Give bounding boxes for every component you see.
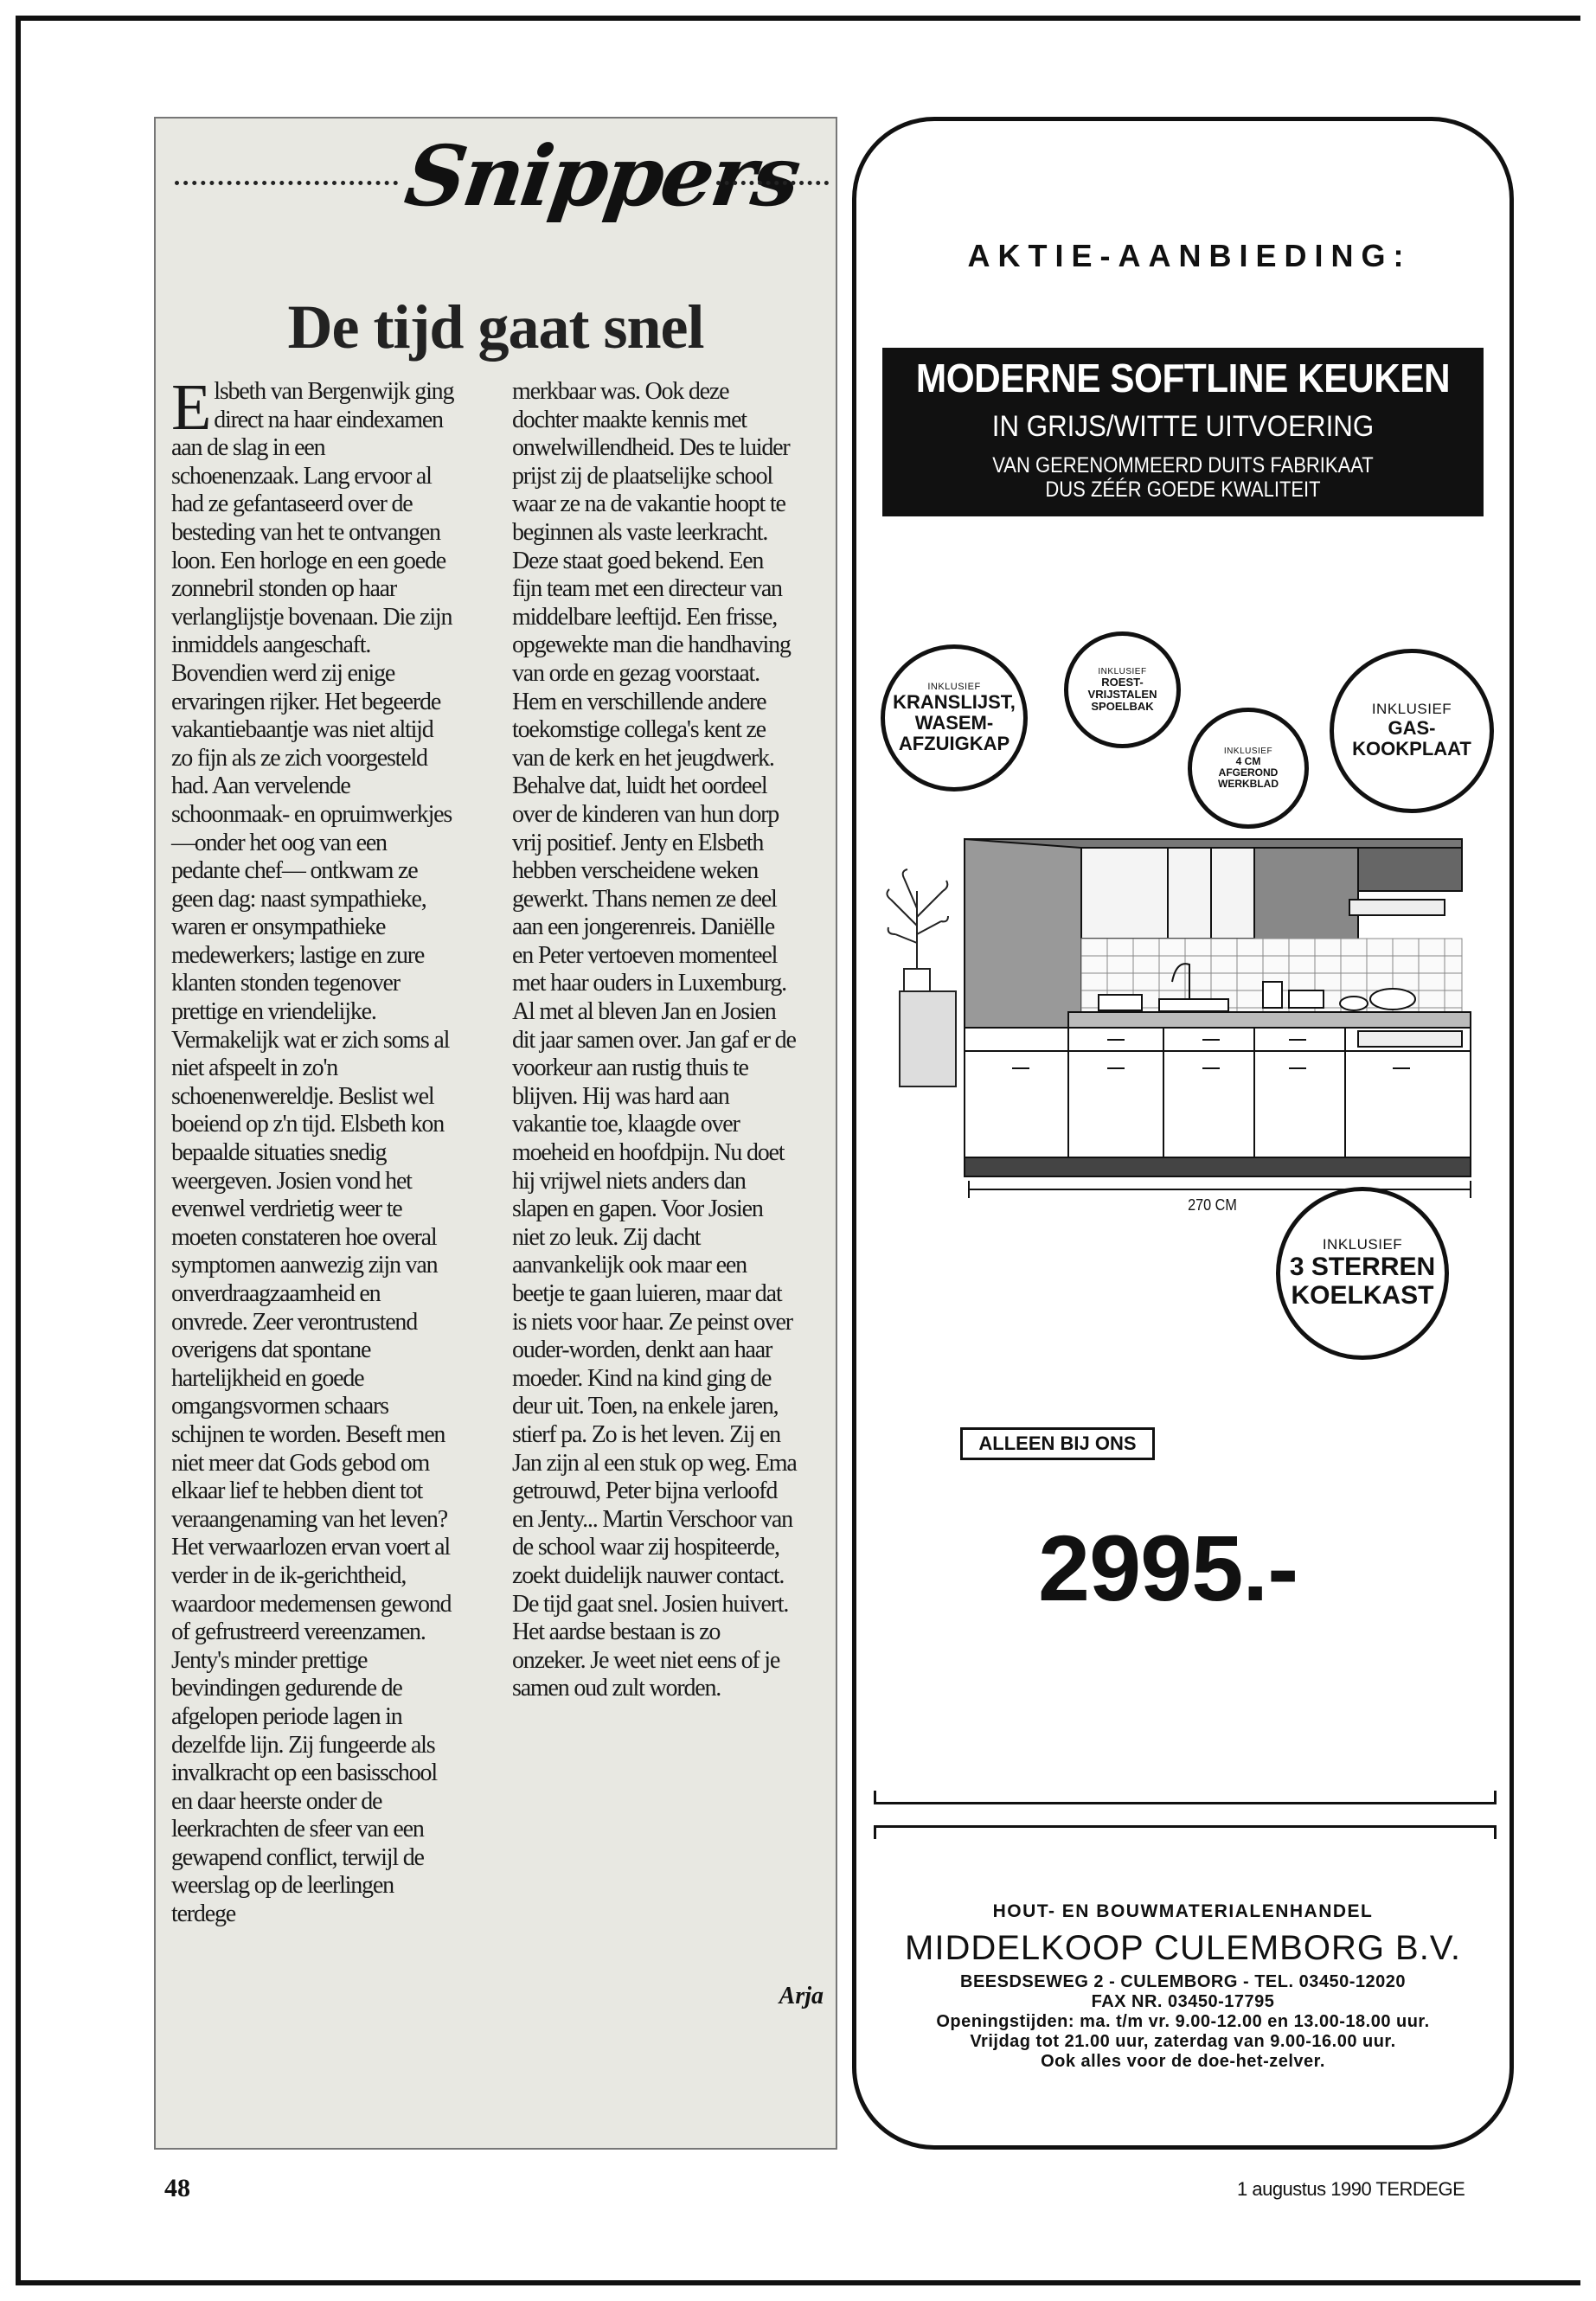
company-fax: FAX NR. 03450-17795: [1091, 1992, 1275, 2011]
page-number: 48: [164, 2174, 190, 2202]
badge-line: WERKBLAD: [1218, 778, 1279, 791]
snippers-column: [154, 117, 837, 2150]
badge-inc: INKLUSIEF: [1371, 701, 1452, 718]
article-column-2: [512, 378, 798, 1703]
plant-icon: [887, 869, 956, 1086]
article-text-1: lsbeth van Bergenwijk ging direct na haar eindexamen aan de slag in een schoenenzaak. Lang ervoor al had ze gefantaseerd over de besteding van het te ontvangen loon. Een horloge en een goede zonnebril stonden op haar verlanglijstje bovenaan. Die zijn inmiddels aangeschaft. Bovendien werd zij enige ervaringen rijker. Het begeerde vakantiebaantje was niet altijd zo fijn als ze zich voorgesteld had. Aan vervelende schoonmaak- en opruimwerkjes —onder het oog van een pedante chef— ontkwam ze geen dag: naast sympathieke, waren er onsympathieke medewerkers; lastige en zure klanten stonden tegenover prettige en vriendelijke. Vermakelijk wat er zich soms al niet afspeelt in zo'n schoenenwereldje. Beslist wel boeiend op z'n tijd. Elsbeth kon bepaalde situaties snedig weergeven. Josien vond het evenwel verdrietig weer te moeten constateren hoe overal symptomen aanwezig zijn van onverdraagzaamheid en onvrede. Zeer verontrustend overigens dat spontane hartelijkheid en goede omgangsvormen schaars schijnen te worden. Beseft men niet meer dat Gods gebod om elkaar lief te hebben dient tot veraangenaming van het leven? Het verwaarlozen ervan voert al verder in de ik-gerichtheid, waardoor medemensen gewond of gefrustreerd vereenzamen. Jenty's minder prettige bevindingen gedurende de afgelopen periode lagen in dezelfde lijn. Zij fungeerde als invalkracht op een basisschool en daar heerste onder de leerkrachten de sfeer van een gewapend conflict, terwijl de weerslag op de leerlingen terdege: [171, 378, 454, 1928]
page-border-bottom: [16, 2280, 1580, 2285]
dotted-rule-right: [716, 181, 829, 185]
company-details: [856, 1972, 1509, 2072]
snippers-logo: Snippers: [400, 127, 804, 225]
badge-werkblad: [1188, 708, 1309, 829]
badge-line: SPOELBAK: [1091, 700, 1154, 714]
article-text-2: merkbaar was. Ook deze dochter maakte kennis met onwelwillendheid. Des te luider prijst zij de plaatselijke school waar ze na de vakantie hoopt te beginnen als vaste leerkracht. Deze staat goed bekend. Een fijn team met een directeur van middelbare leeftijd. Een frisse, opgewekte man die handhaving van orde en gezag voorstaat. Hem en verschillende andere toekomstige collega's kent ze van de kerk en het jeugdwerk. Behalve dat, luidt het oordeel over de kinderen van hun dorp vrij positief. Jenty en Elsbeth hebben verscheidene weken gewerkt. Thans nemen ze deel aan een jongerenreis. Daniëlle en Peter vertoeven momenteel met haar ouders in Luxemburg. Al met al bleven Jan en Josien dit jaar samen over. Jan gaf er de voorkeur aan rustig thuis te blijven. Hij was hard aan vakantie toe, klaagde over moeheid en hoofdpijn. Nu doet hij vrijwel niets anders dan slapen en gapen. Voor Josien niet zo leuk. Zij dacht aanvankelijk ook maar een beetje te gaan luieren, maar dat is niets voor haar. Ze peinst over ouder-worden, denkt aan haar moeder. Kind na kind ging de deur uit. Toen, na enkele jaren, stierf pa. Zo is het leven. Zij en Jan zijn al een stuk op weg. Ema getrouwd, Peter bijna verloofd en Jenty... Martin Verschoor van de school waar zij hospiteerde, zoekt duidelijk nauwer contact. De tijd gaat snel. Josien huivert. Het aardse bestaan is zo onzeker. Je weet niet eens of je samen oud zult worden.: [512, 378, 797, 1702]
page-border-top: [16, 16, 1580, 21]
article-title: De tijd gaat snel: [287, 292, 704, 362]
ad-box-title: MODERNE SOFTLINE KEUKEN: [915, 356, 1451, 401]
snippers-header: [156, 127, 836, 231]
badge-line: AFZUIGKAP: [898, 733, 1010, 755]
bracket-rule-2: [874, 1825, 1497, 1839]
ad-box-line-4: DUS ZÉÉR GOEDE KWALITEIT: [1045, 478, 1321, 502]
company-address: BEESDSEWEG 2 - CULEMBORG - TEL. 03450-12020: [960, 1972, 1406, 1991]
badge-line: ROEST-: [1101, 675, 1144, 689]
ad-headline: AKTIE-AANBIEDING:: [967, 238, 1412, 273]
author-signature: Arja: [779, 1983, 824, 2009]
extra-info: Ook alles voor de doe-het-zelver.: [1041, 2052, 1325, 2071]
badge-line: 3 STERREN: [1289, 1253, 1436, 1282]
badge-spoelbak: [1064, 631, 1181, 748]
badge-inc: INKLUSIEF: [1322, 1235, 1403, 1253]
badge-koelkast: [1276, 1187, 1449, 1360]
badge-inc: INKLUSIEF: [1223, 746, 1273, 756]
opening-hours-1: Openingstijden: ma. t/m vr. 9.00-12.00 en 13.00-18.00 uur.: [936, 2012, 1430, 2031]
ad-box-subtitle: IN GRIJS/WITTE UITVOERING: [991, 410, 1375, 443]
badge-inc: INKLUSIEF: [927, 681, 981, 692]
ad-title-box: [882, 348, 1484, 516]
price: 2995.-: [1038, 1516, 1298, 1620]
badge-kookplaat: [1330, 649, 1494, 813]
badge-line: AFGEROND: [1218, 766, 1279, 779]
alleen-bij-ons-label: ALLEEN BIJ ONS: [960, 1427, 1155, 1460]
article-column-1: [171, 371, 457, 1929]
badge-line: WASEM-: [914, 711, 994, 734]
badge-line: VRIJSTALEN: [1087, 687, 1157, 701]
kitchen-illustration: [874, 796, 1488, 1202]
badge-inc: INKLUSIEF: [1098, 666, 1147, 676]
opening-hours-2: Vrijdag tot 21.00 uur, zaterdag van 9.00-16.00 uur.: [970, 2032, 1396, 2051]
trade-type: HOUT- EN BOUWMATERIALENHANDEL: [992, 1901, 1374, 1921]
badge-line: KOELKAST: [1291, 1281, 1434, 1311]
company-name: MIDDELKOOP CULEMBORG B.V.: [905, 1929, 1461, 1967]
badge-line: 4 CM: [1235, 754, 1261, 767]
badge-line: GAS-: [1388, 717, 1436, 740]
kitchen-width: 270 CM: [1188, 1196, 1237, 1214]
dotted-rule-left: [175, 181, 398, 185]
drop-cap: E: [171, 371, 211, 444]
bracket-rule-1: [874, 1791, 1497, 1804]
page-border-left: [16, 16, 21, 2285]
badge-line: KRANSLIJST,: [893, 690, 1016, 713]
badge-line: KOOKPLAAT: [1352, 738, 1471, 760]
badge-kranslijst: [881, 644, 1028, 792]
ad-box-details: [919, 453, 1448, 502]
ad-box-line-3: VAN GERENOMMEERD DUITS FABRIKAAT: [992, 453, 1374, 478]
issue-date: 1 augustus 1990 TERDEGE: [1237, 2178, 1465, 2200]
advertisement: [852, 117, 1514, 2150]
